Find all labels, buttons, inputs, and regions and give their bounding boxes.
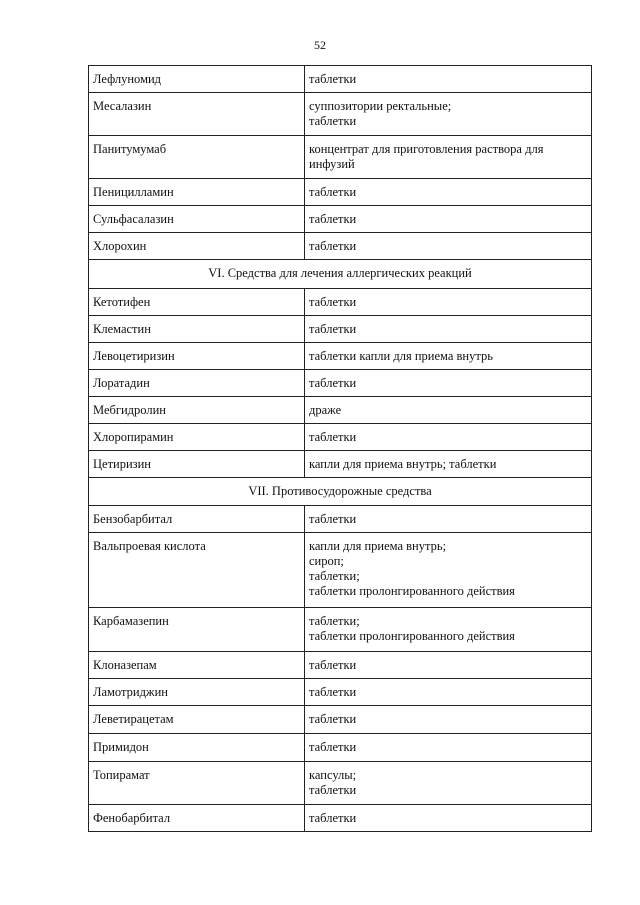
table-row [89,424,592,451]
dosage-form-cell: капли для приема внутрь; таблетки [305,451,592,478]
dosage-form-cell: таблетки; таблетки пролонгированного действия [305,608,592,652]
group-section-6 [89,260,592,289]
dosage-form-cell: таблетки [305,233,592,260]
table-row [89,506,592,533]
table-row [89,397,592,424]
drug-table [88,65,592,832]
group-top [89,66,592,260]
group-section-7 [89,478,592,506]
drug-name-cell: Топирамат [89,762,305,805]
table-row [89,370,592,397]
drug-name-cell: Панитумумаб [89,136,305,179]
dosage-form-cell: таблетки [305,370,592,397]
page-number: 52 [314,38,326,52]
dosage-form-cell: таблетки [305,424,592,451]
table-row [89,93,592,136]
group-section-7-rows [89,506,592,832]
section-title: VII. Противосудорожные средства [89,478,592,506]
dosage-form-cell: капли для приема внутрь; сироп; таблетки; таблетки пролонгированного действия [305,533,592,608]
table-row [89,343,592,370]
group-section-6-rows [89,289,592,478]
dosage-form-cell: таблетки [305,734,592,762]
drug-name-cell: Леветирацетам [89,706,305,734]
table-row [89,66,592,93]
drug-name-cell: Пеницилламин [89,179,305,206]
dosage-form-cell: таблетки [305,289,592,316]
drug-name-cell: Лоратадин [89,370,305,397]
drug-name-cell: Клоназепам [89,652,305,679]
table-row [89,805,592,832]
table-row [89,451,592,478]
table-row [89,533,592,608]
table-row [89,734,592,762]
section-header-row [89,478,592,506]
table-row [89,316,592,343]
drug-name-cell: Левоцетиризин [89,343,305,370]
dosage-form-cell: капсулы; таблетки [305,762,592,805]
dosage-form-cell: таблетки [305,652,592,679]
drug-name-cell: Клемастин [89,316,305,343]
drug-name-cell: Сульфасалазин [89,206,305,233]
drug-name-cell: Примидон [89,734,305,762]
drug-name-cell: Мебгидролин [89,397,305,424]
drug-name-cell: Лефлуномид [89,66,305,93]
dosage-form-cell: драже [305,397,592,424]
drug-name-cell: Хлоропирамин [89,424,305,451]
dosage-form-cell: таблетки [305,706,592,734]
drug-name-cell: Месалазин [89,93,305,136]
drug-name-cell: Фенобарбитал [89,805,305,832]
table-row [89,679,592,706]
drug-name-cell: Ламотриджин [89,679,305,706]
table-row [89,206,592,233]
dosage-form-cell: таблетки капли для приема внутрь [305,343,592,370]
drug-name-cell: Кетотифен [89,289,305,316]
drug-name-cell: Бензобарбитал [89,506,305,533]
table-row [89,179,592,206]
dosage-form-cell: таблетки [305,805,592,832]
drug-name-cell: Карбамазепин [89,608,305,652]
dosage-form-cell: таблетки [305,179,592,206]
dosage-form-cell: таблетки [305,679,592,706]
dosage-form-cell: таблетки [305,316,592,343]
drug-name-cell: Цетиризин [89,451,305,478]
drug-name-cell: Хлорохин [89,233,305,260]
dosage-form-cell: таблетки [305,206,592,233]
dosage-form-cell: суппозитории ректальные; таблетки [305,93,592,136]
table-row [89,233,592,260]
table-row [89,136,592,179]
table-row [89,706,592,734]
drug-name-cell: Вальпроевая кислота [89,533,305,608]
table-row [89,608,592,652]
section-title: VI. Средства для лечения аллергических реакций [89,260,592,289]
dosage-form-cell: таблетки [305,506,592,533]
table-row [89,289,592,316]
table-row [89,652,592,679]
table-row [89,762,592,805]
section-header-row [89,260,592,289]
dosage-form-cell: таблетки [305,66,592,93]
dosage-form-cell: концентрат для приготовления раствора для инфузий [305,136,592,179]
